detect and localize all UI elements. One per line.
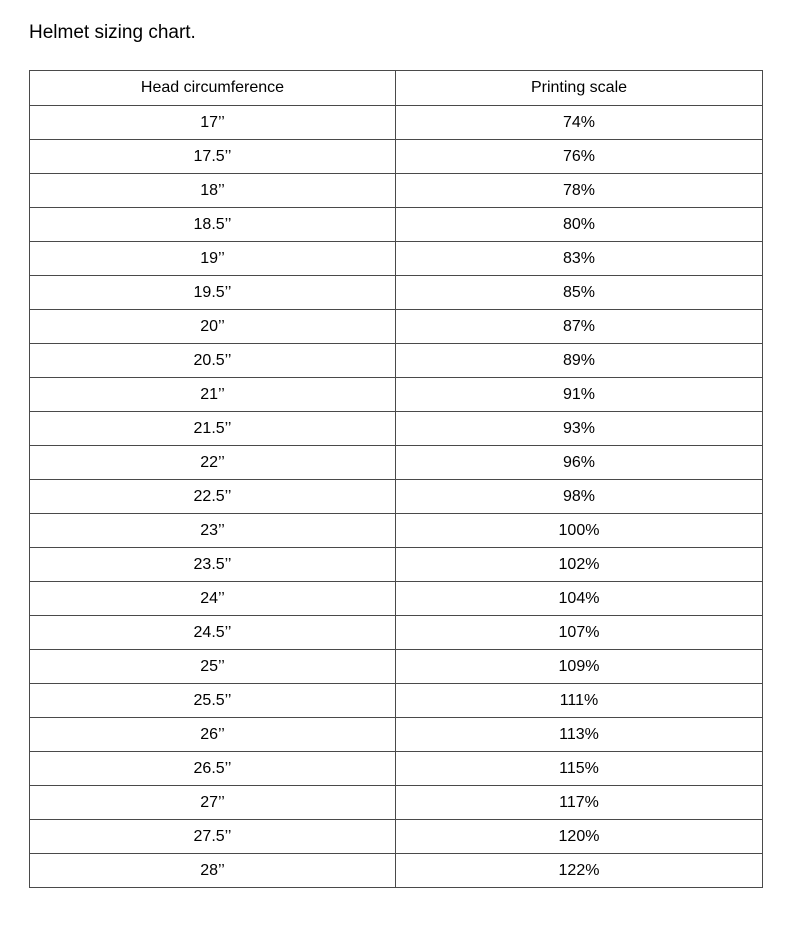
table-row [30, 106, 763, 140]
cell-head-circumference: 18’’ [30, 174, 396, 208]
table-row [30, 276, 763, 310]
cell-printing-scale: 85% [396, 276, 763, 310]
cell-printing-scale: 104% [396, 582, 763, 616]
cell-head-circumference: 20.5’’ [30, 344, 396, 378]
cell-head-circumference: 28’’ [30, 854, 396, 888]
table-row [30, 140, 763, 174]
helmet-sizing-table [29, 70, 763, 888]
cell-printing-scale: 115% [396, 752, 763, 786]
cell-printing-scale: 113% [396, 718, 763, 752]
cell-head-circumference: 22’’ [30, 446, 396, 480]
cell-printing-scale: 102% [396, 548, 763, 582]
table-row [30, 174, 763, 208]
page-title: Helmet sizing chart. [29, 22, 196, 43]
table-row [30, 208, 763, 242]
cell-printing-scale: 111% [396, 684, 763, 718]
table-row [30, 752, 763, 786]
cell-printing-scale: 78% [396, 174, 763, 208]
cell-printing-scale: 122% [396, 854, 763, 888]
cell-head-circumference: 21’’ [30, 378, 396, 412]
cell-printing-scale: 89% [396, 344, 763, 378]
table-row [30, 378, 763, 412]
cell-printing-scale: 117% [396, 786, 763, 820]
cell-head-circumference: 24.5’’ [30, 616, 396, 650]
cell-printing-scale: 91% [396, 378, 763, 412]
cell-printing-scale: 93% [396, 412, 763, 446]
table-row [30, 548, 763, 582]
table-row [30, 480, 763, 514]
cell-head-circumference: 17.5’’ [30, 140, 396, 174]
cell-head-circumference: 26’’ [30, 718, 396, 752]
table-row [30, 650, 763, 684]
table-row [30, 514, 763, 548]
table-row [30, 446, 763, 480]
cell-head-circumference: 21.5’’ [30, 412, 396, 446]
table-header [30, 71, 763, 106]
table-row [30, 854, 763, 888]
header-printing-scale: Printing scale [396, 71, 763, 106]
cell-head-circumference: 23’’ [30, 514, 396, 548]
table-row [30, 344, 763, 378]
cell-head-circumference: 25.5’’ [30, 684, 396, 718]
cell-head-circumference: 17’’ [30, 106, 396, 140]
cell-printing-scale: 100% [396, 514, 763, 548]
cell-head-circumference: 23.5’’ [30, 548, 396, 582]
table-row [30, 310, 763, 344]
header-head-circumference: Head circumference [30, 71, 396, 106]
cell-head-circumference: 18.5’’ [30, 208, 396, 242]
table-row [30, 820, 763, 854]
cell-head-circumference: 24’’ [30, 582, 396, 616]
cell-printing-scale: 74% [396, 106, 763, 140]
table-row [30, 786, 763, 820]
cell-printing-scale: 76% [396, 140, 763, 174]
cell-printing-scale: 120% [396, 820, 763, 854]
cell-head-circumference: 27.5’’ [30, 820, 396, 854]
cell-head-circumference: 20’’ [30, 310, 396, 344]
cell-printing-scale: 87% [396, 310, 763, 344]
cell-printing-scale: 83% [396, 242, 763, 276]
cell-head-circumference: 19’’ [30, 242, 396, 276]
table-row [30, 582, 763, 616]
cell-printing-scale: 107% [396, 616, 763, 650]
cell-head-circumference: 25’’ [30, 650, 396, 684]
cell-head-circumference: 22.5’’ [30, 480, 396, 514]
table-row [30, 718, 763, 752]
cell-head-circumference: 26.5’’ [30, 752, 396, 786]
cell-printing-scale: 109% [396, 650, 763, 684]
table-row [30, 684, 763, 718]
cell-printing-scale: 98% [396, 480, 763, 514]
table-row [30, 616, 763, 650]
cell-head-circumference: 19.5’’ [30, 276, 396, 310]
table-row [30, 242, 763, 276]
table-row [30, 412, 763, 446]
cell-printing-scale: 80% [396, 208, 763, 242]
header-row [30, 71, 763, 106]
cell-printing-scale: 96% [396, 446, 763, 480]
cell-head-circumference: 27’’ [30, 786, 396, 820]
table-body [30, 106, 763, 888]
